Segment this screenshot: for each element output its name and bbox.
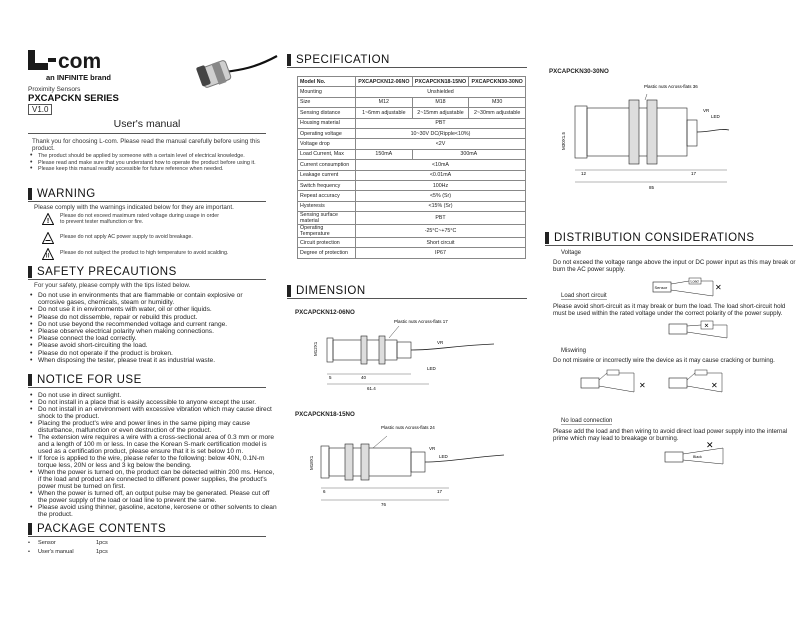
sensor-product-image [195, 50, 280, 95]
spec-value-cell: 300mA [412, 149, 525, 159]
spec-value-cell: M30 [469, 97, 526, 107]
dim-d1-label: 5 [329, 375, 332, 380]
spec-value-cell: 1~6mm adjustable [356, 108, 413, 118]
package-item-qty: 1pcs [96, 549, 108, 555]
spec-row [298, 191, 526, 201]
dim-nuts-label: Plastic nuts Across-flats 24 [381, 425, 435, 430]
distribution-header [545, 230, 793, 246]
safety-item: • Do not use in environments that are flammable or contain explosive or corrosive gases, chemicals, steam or humidity. [28, 292, 254, 306]
dim-nuts-label: Plastic nuts Across-flats 36 [644, 84, 698, 89]
safety-item: • Please do not operate if the product is broken. [28, 350, 254, 357]
spec-row [298, 180, 526, 190]
notice-item: • Do not use in direct sunlight. [28, 392, 278, 399]
dim-total-label: 76 [381, 502, 387, 507]
cross-icon: ✕ [704, 323, 710, 330]
notice-header [28, 372, 266, 388]
dist-block-text: Do not exceed the voltage range above the input or DC power input as this may break or burn the AC power supply. [553, 259, 796, 273]
sensor-label: Sensor [654, 285, 668, 290]
warning-text: Please do not subject the product to high temperature to avoid scalding. [60, 250, 229, 257]
safety-intro: For your safety, please comply with the tips listed below. [34, 282, 191, 289]
column-right [543, 0, 808, 617]
dist-block-text: Please add the load and then wiring to avoid direct load power supply into the internal prime which may lead to breakage or burning. [553, 428, 788, 442]
notice-item: • When the power is turned off, an output pulse may be generated. Please cut off the power supply of the load or load line to prevent the same. [28, 490, 278, 504]
dim-d1-label: 6 [323, 489, 326, 494]
spec-label-cell: Leakage current [298, 170, 356, 180]
warning-item [42, 213, 264, 225]
manual-note: • Please read and make sure that you understand how to operate the product before using it. [28, 160, 264, 167]
spec-label-cell: Circuit protection [298, 238, 356, 248]
dim-model-label: PXCAPCKN18-15NO [295, 411, 355, 418]
wiring-diagram-miswiring-b [667, 368, 747, 396]
product-category: Proximity Sensors [28, 86, 81, 93]
distribution-title: DISTRIBUTION CONSIDERATIONS [554, 231, 755, 244]
spec-header-cell: PXCAPCKN12-06NO [356, 77, 413, 87]
dim-total-label: 85 [649, 185, 655, 190]
safety-item: • Please connect the load correctly. [28, 335, 254, 342]
spec-value-cell: <2V [356, 139, 526, 149]
spec-value-cell: Unshielded [356, 87, 526, 97]
spec-row [298, 149, 526, 159]
dim-led-label: LED [427, 366, 436, 371]
spec-header-row [298, 77, 526, 87]
hot-surface-icon [42, 248, 54, 260]
spec-row [298, 248, 526, 258]
spec-header [287, 52, 527, 68]
dim-total-label: 61.4 [367, 386, 376, 391]
spec-row [298, 128, 526, 138]
notice-item: • Placing the product's wire and power lines in the same piping may cause disturbance, malfunction or even destruction of the product. [28, 420, 278, 434]
lcom-logo-icon [28, 50, 128, 72]
spec-value-cell: M12 [356, 97, 413, 107]
spec-label-cell: Mounting [298, 87, 356, 97]
product-series: PXCAPCKN SERIES [28, 93, 119, 104]
spec-label-cell: Degree of protection [298, 248, 356, 258]
dim-model-label: PXCAPCKN12-06NO [295, 309, 355, 316]
spec-header-cell: PXCAPCKN18-15NO [412, 77, 469, 87]
safety-list [28, 292, 254, 364]
spec-row [298, 225, 526, 238]
manual-notes [28, 153, 264, 173]
spec-label-cell: Operating Temperature [298, 225, 356, 238]
black-label: Black [693, 455, 702, 459]
notice-item: • Do not install in a place that is easily accessible to anyone except the user. [28, 399, 278, 406]
dim-nuts-label: Plastic nuts Across-flats 17 [394, 319, 448, 324]
spec-value-cell: 150mA [356, 149, 413, 159]
warning-item [42, 232, 264, 244]
dim-d1-label: 12 [581, 171, 587, 176]
dim-thread-label: M18X1 [309, 455, 314, 470]
spec-row [298, 238, 526, 248]
load-label: Load [690, 279, 699, 284]
spec-label-cell: Load Current, Max [298, 149, 356, 159]
spec-value-cell: 2~30mm adjustable [469, 108, 526, 118]
safety-item: • Please observe electrical polarity when making connections. [28, 328, 254, 335]
dist-block-label: No load connection [561, 418, 613, 424]
spec-value-cell: -25°C~+75°C [356, 225, 526, 238]
spec-table [297, 76, 526, 259]
notice-item: • When the power is turned on, the product can be detected within 200 ms. Hence, if the load and product are connected to different power supplies, the product's power must be turned on first. [28, 469, 278, 490]
spec-value-cell: Short circuit [356, 238, 526, 248]
package-header [28, 521, 266, 537]
spec-value-cell: PBT [356, 118, 526, 128]
warning-triangle-icon [42, 213, 54, 225]
safety-title: SAFETY PRECAUTIONS [37, 265, 177, 278]
spec-label-cell: Hysteresis [298, 201, 356, 211]
spec-label-cell: Voltage drop [298, 139, 356, 149]
dimension-title: DIMENSION [296, 284, 366, 297]
wiring-diagram-voltage [651, 276, 731, 300]
dim-drawing-m18 [299, 422, 529, 512]
spec-value-cell: 10~30V DC(Ripple<10%) [356, 128, 526, 138]
dimension-header [287, 283, 527, 299]
dim-led-label: LED [439, 454, 448, 459]
warning-item [42, 248, 264, 260]
svg-text:com: com [58, 50, 102, 72]
wiring-diagram-miswiring-a [579, 368, 659, 396]
spec-label-cell: Size [298, 97, 356, 107]
spec-value-cell: 100Hz [356, 180, 526, 190]
dim-vr-label: VR [429, 446, 436, 451]
spec-value-cell: IP67 [356, 248, 526, 258]
spec-label-cell: Housing material [298, 118, 356, 128]
dist-block-text: Do not miswire or incorrectly wire the device as it may cause cracking or burning. [553, 357, 775, 364]
spec-label-cell: Operating voltage [298, 128, 356, 138]
brand-tagline: an INFINITE brand [46, 73, 112, 82]
spec-value-cell: PBT [356, 212, 526, 225]
spec-label-cell: Switch frequency [298, 180, 356, 190]
spec-row [298, 170, 526, 180]
dim-drawing-m30 [547, 78, 747, 196]
spec-header-cell: Model No. [298, 77, 356, 87]
warning-intro: Please comply with the warnings indicated below for they are important. [34, 204, 234, 211]
dim-d2-label: 17 [437, 489, 443, 494]
dim-model-label: PXCAPCKN30-30NO [549, 68, 609, 75]
package-item-name: Sensor [38, 540, 56, 546]
cross-icon: ✕ [639, 381, 646, 390]
dim-vr-label: VR [437, 340, 444, 345]
spec-label-cell: Repeat accuracy [298, 191, 356, 201]
spec-value-cell: <10mA [356, 160, 526, 170]
dim-d2-label: 40 [361, 375, 367, 380]
spec-row [298, 160, 526, 170]
dist-block-text: Please avoid short-circuit as it may break or burn the load. The load short-circuit hold must be used within the rated voltage under the correct polarity of the power supply. [553, 303, 786, 317]
notice-item: • Please avoid using thinner, gasoline, acetone, kerosene or other solvents to clean the product. [28, 504, 278, 518]
manual-note: • The product should be applied by someone with a certain level of electrical knowledge. [28, 153, 264, 160]
warning-title: WARNING [37, 187, 96, 200]
dist-block-label: Miswiring [561, 348, 587, 354]
spec-header-cell: PXCAPCKN30-30NO [469, 77, 526, 87]
version-badge: V1.0 [28, 104, 52, 115]
dim-d2-label: 17 [691, 171, 697, 176]
wiring-diagram-no-load [663, 438, 743, 468]
spec-value-cell: M18 [412, 97, 469, 107]
safety-item: • Please do not dissemble, repair or rebuild this product. [28, 314, 254, 321]
safety-item: • Do not use it in environments with water, oil or other liquids. [28, 306, 254, 313]
wiring-diagram-short-circuit [667, 318, 747, 342]
package-item-qty: 1pcs [96, 540, 108, 546]
dim-thread-label: M12X1 [313, 341, 318, 356]
cross-icon: ✕ [715, 283, 722, 292]
spec-row [298, 97, 526, 107]
no-ac-icon [42, 232, 54, 244]
dim-led-label: LED [711, 114, 720, 119]
safety-item: • Please avoid short-circuiting the load. [28, 342, 254, 349]
spec-value-cell: 2~15mm adjustable [412, 108, 469, 118]
column-left: com an INFINITE brand Proximity Sensors PXCAPCKN SERIES V1.0 User's manual Thank you for choosing L-com. Please read the manual carefully before using this product. • The product should be applied by someone with a certain level of electrical knowledge. • Please read and make sure that you understand how to operate the product before using it. • Please keep this manual readily accessible for future reference when needed. WARNING Please comply with the warnings indicated below for they are important. ! Please do not exceed maximum rated voltage during usage in order to prevent tester malfunction or fire. Please do not apply AC power supply to avoid breakage. Please do not subject the product to high temperature to avoid scalding. SAFETY PRECAUTIONS For your safety, please comply with the tips listed below. • Do not use in environments that are flammable or contain explosive or corrosive gases, chemicals, steam or humidity. • Do not use it in environments with water, oil or other liquids. • Please do not dissemble, repair or rebuild this product. • Do not use beyond the recommended voltage and current range. • Please observe electrical polarity when making connections. • Please connect the load correctly. • Please avoid short-circuiting the load. • Please do not operate if the product is broken. • When disposing the tester, please treat it as industrial waste. NOTICE FOR USE • Do not use in direct sunlight. • Do not install in a place that is easily accessible to anyone except the user. • Do not install in an environment with excessive vibration which may cause direct shock to the product. • Placing the product's wire and power lines in the same piping may cause disturbance, malfunction or even destruction of the product. • The extension wire requires a wire with a cross-sectional area of 0.3 mm or more and a length of 100 m or less. In case the Korean S-mark certification model is used as a certification product, please ensure that it is set below 10 m. • If force is applied to the wire, please refer to the following: below 40N, 0.1N-m torque less, 20N or less and 3 kg below the bending. • When the power is turned on, the product can be detected within 200 ms. Hence, if the load and product are connected to different power supplies, the product's power must be turned on first. • When the power is turned off, an output pulse may be generated. Please cut off the power supply of the load or load line to prevent the same. • Please avoid using thinner, gasoline, acetone, kerosene or other solvents to clean the product. PACKAGE CONTENTS • Sensor 1pcs • User's manual 1pcs [0, 0, 280, 617]
dist-block-label: Load short circuit [561, 293, 607, 299]
cross-icon: ✕ [711, 381, 718, 390]
spec-row [298, 139, 526, 149]
notice-list [28, 392, 278, 518]
manual-intro: Thank you for choosing L-com. Please read the manual carefully before using this product. [32, 138, 260, 153]
dim-thread-label: M30X1.5 [561, 131, 566, 150]
spec-row [298, 108, 526, 118]
manual-note: • Please keep this manual readily accessible for future reference when needed. [28, 166, 264, 173]
safety-item: • When disposing the tester, please treat it as industrial waste. [28, 357, 254, 364]
package-item-name: User's manual [38, 549, 74, 555]
spec-value-cell: <5% (Sr) [356, 191, 526, 201]
spec-row [298, 87, 526, 97]
spec-label-cell: Current consumption [298, 160, 356, 170]
warning-text: Please do not exceed maximum rated voltage during usage in order to prevent tester malfunction or fire. [60, 213, 219, 226]
package-title: PACKAGE CONTENTS [37, 522, 167, 535]
manual-title: User's manual [28, 118, 266, 134]
notice-item: • If force is applied to the wire, please refer to the following: below 40N, 0.1N-m torque less, 20N or less and 3 kg below the bending. [28, 455, 278, 469]
notice-item: • Do not install in an environment with excessive vibration which may cause direct shock to the product. [28, 406, 278, 420]
svg-text:!: ! [46, 218, 50, 226]
spec-value-cell: <15% (Sr) [356, 201, 526, 211]
dist-block-label: Voltage [561, 250, 582, 256]
spec-row [298, 118, 526, 128]
safety-item: • Do not use beyond the recommended voltage and current range. [28, 321, 254, 328]
cross-icon: ✕ [706, 440, 714, 450]
spec-label-cell: Sensing surface material [298, 212, 356, 225]
warning-header [28, 186, 266, 202]
safety-header [28, 264, 266, 280]
column-middle [285, 0, 540, 617]
spec-row [298, 201, 526, 211]
notice-title: NOTICE FOR USE [37, 373, 142, 386]
notice-item: • The extension wire requires a wire with a cross-sectional area of 0.3 mm or more and a length of 100 m or less. In case the Korean S-mark certification model is used as a certification product, please ensure that it is set below 10 m. [28, 434, 278, 455]
warning-text: Please do not apply AC power supply to avoid breakage. [60, 234, 193, 241]
spec-label-cell: Sensing distance [298, 108, 356, 118]
spec-row [298, 212, 526, 225]
spec-value-cell: <0.01mA [356, 170, 526, 180]
dim-vr-label: VR [703, 108, 710, 113]
dim-drawing-m12 [299, 316, 529, 396]
spec-title: SPECIFICATION [296, 53, 390, 66]
